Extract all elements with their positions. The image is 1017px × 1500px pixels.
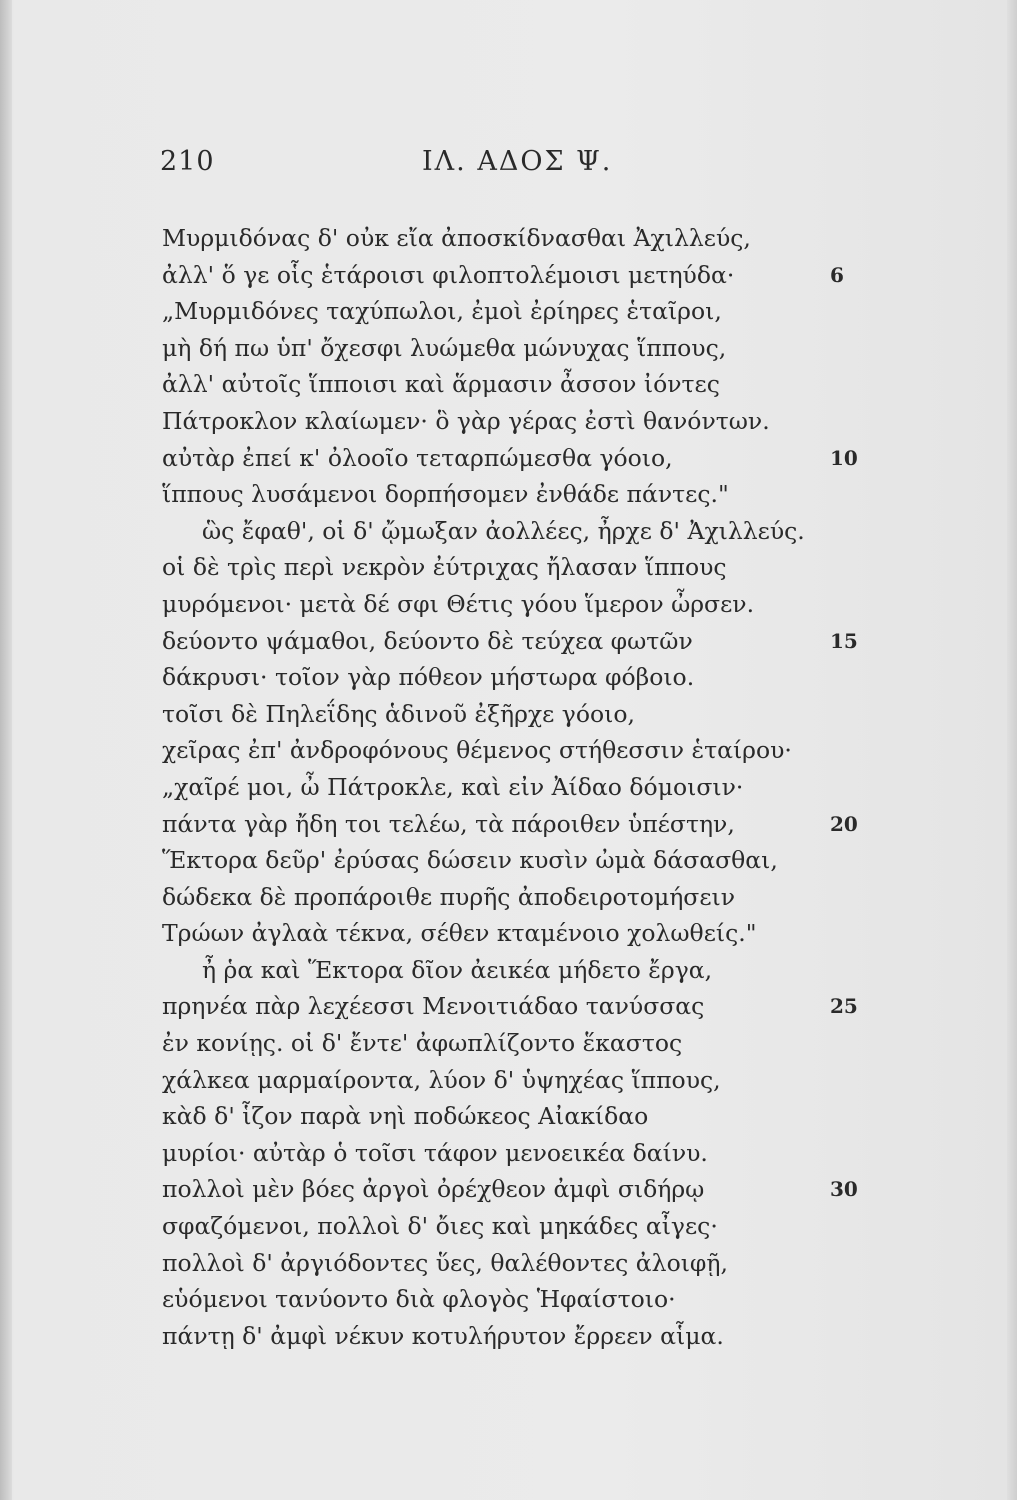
verse-line (162, 1318, 892, 1355)
verse-line (162, 659, 892, 696)
verse-text: Μυρμιδόνας δ' οὐκ εἴα ἀποσκίδνασθαι Ἀχιλλεύς, (162, 224, 751, 252)
line-number: 25 (830, 994, 858, 1019)
verse-text: Ἕκτορα δεῦρ' ἐρύσας δώσειν κυσὶν ὠμὰ δάσασθαι, (162, 846, 778, 875)
verse-line (162, 915, 892, 952)
verse-line (162, 988, 892, 1025)
verse-line (162, 440, 892, 477)
verse-line (162, 1135, 892, 1172)
verse-text: ὣς ἔφαθ', οἱ δ' ᾤμωξαν ἀολλέες, ἦρχε δ' Ἀχιλλεύς. (202, 516, 805, 545)
verse-text: πρηνέα πὰρ λεχέεσσι Μενοιτιάδαο τανύσσας (162, 992, 705, 1021)
verse-text: πολλοὶ δ' ἀργιόδοντες ὕες, θαλέθοντες ἀλοιφῇ, (162, 1248, 728, 1277)
verse-text: δάκρυσι· τοῖον γὰρ πόθεον μήστωρα φόβοιο. (162, 663, 695, 692)
page-right-edge (1007, 0, 1017, 1500)
verse-text: χεῖρας ἐπ' ἀνδροφόνους θέμενος στήθεσσιν ἑταίρου· (162, 736, 792, 765)
verse-text: πάντῃ δ' ἀμφὶ νέκυν κοτυλήρυτον ἔρρεεν αἷμα. (162, 1321, 724, 1350)
verse-text: αὐτὰρ ἐπεί κ' ὀλοοῖο τεταρπώμεσθα γόοιο, (162, 443, 673, 472)
verse-line (162, 732, 892, 769)
verse-text: μυρόμενοι· μετὰ δέ σφι Θέτις γόου ἵμερον ὦρσεν. (162, 589, 755, 618)
running-title: ΙΛ. ΑΔΟΣ Ψ. (422, 146, 613, 177)
verse-line (162, 549, 892, 586)
verse-text: πολλοὶ μὲν βόες ἀργοὶ ὀρέχθεον ἀμφὶ σιδήρῳ (162, 1175, 705, 1204)
verse-text: μυρίοι· αὐτὰρ ὁ τοῖσι τάφον μενοεικέα δαίνυ. (162, 1138, 708, 1167)
verse-text: ἦ ῥα καὶ Ἕκτορα δῖον ἀεικέα μήδετο ἔργα, (202, 955, 713, 984)
verse-line (162, 220, 892, 257)
verse-line (162, 1098, 892, 1135)
verse-text: ἀλλ' αὐτοῖς ἵπποισι καὶ ἅρμασιν ἆσσον ἰόντες (162, 370, 720, 399)
verse-line (162, 476, 892, 513)
verse-line (162, 1208, 892, 1245)
verse-text: χάλκεα μαρμαίροντα, λύον δ' ὑψηχέας ἵππους, (162, 1065, 721, 1094)
verse-line (162, 513, 892, 550)
verse-text: πάντα γὰρ ἤδη τοι τελέω, τὰ πάροιθεν ὑπέστην, (162, 809, 735, 838)
page-number: 210 (160, 146, 215, 177)
verse-text: ἀλλ' ὅ γε οἷς ἑτάροισι φιλοπτολέμοισι μετηύδα· (162, 260, 735, 289)
verse-line (162, 586, 892, 623)
running-header (160, 146, 880, 186)
verse-line (162, 257, 892, 294)
verse-text: σφαζόμενοι, πολλοὶ δ' ὄιες καὶ μηκάδες αἶγες· (162, 1212, 718, 1241)
page-left-edge (0, 0, 12, 1500)
verse-text: „Μυρμιδόνες ταχύπωλοι, ἐμοὶ ἐρίηρες ἑταῖροι, (162, 297, 722, 326)
line-number: 30 (830, 1177, 858, 1202)
verse-line (162, 1025, 892, 1062)
verse-text: δεύοντο ψάμαθοι, δεύοντο δὲ τεύχεα φωτῶν (162, 626, 693, 655)
verse-line (162, 1245, 892, 1282)
verse-line (162, 1281, 892, 1318)
verse-block (162, 220, 892, 1354)
verse-text: εὑόμενοι τανύοντο διὰ φλογὸς Ἡφαίστοιο· (162, 1285, 676, 1314)
line-number: 20 (830, 811, 858, 836)
verse-line (162, 1062, 892, 1099)
verse-line (162, 696, 892, 733)
verse-line (162, 1171, 892, 1208)
line-number: 6 (830, 262, 844, 287)
verse-line (162, 879, 892, 916)
verse-line (162, 366, 892, 403)
verse-line (162, 952, 892, 989)
verse-text: τοῖσι δὲ Πηλεΐδης ἁδινοῦ ἐξῆρχε γόοιο, (162, 699, 635, 728)
line-number: 15 (830, 628, 858, 653)
verse-line (162, 842, 892, 879)
verse-line (162, 769, 892, 806)
line-number: 10 (830, 445, 858, 470)
verse-text: μὴ δή πω ὑπ' ὄχεσφι λυώμεθα μώνυχας ἵππους, (162, 333, 727, 362)
verse-line (162, 330, 892, 367)
verse-text: ἵππους λυσάμενοι δορπήσομεν ἐνθάδε πάντες." (162, 480, 729, 509)
verse-text: κὰδ δ' ἷζον παρὰ νηὶ ποδώκεος Αἰακίδαο (162, 1102, 649, 1131)
verse-text: οἱ δὲ τρὶς περὶ νεκρὸν ἐύτριχας ἤλασαν ἵππους (162, 553, 727, 582)
verse-text: Πάτροκλον κλαίωμεν· ὃ γὰρ γέρας ἐστὶ θανόντων. (162, 406, 770, 435)
verse-line (162, 806, 892, 843)
verse-text: ἐν κονίῃς. οἱ δ' ἔντε' ἀφωπλίζοντο ἕκαστος (162, 1029, 683, 1058)
verse-text: δώδεκα δὲ προπάροιθε πυρῆς ἀποδειροτομήσειν (162, 882, 736, 911)
verse-line (162, 623, 892, 660)
verse-line (162, 403, 892, 440)
verse-line (162, 293, 892, 330)
verse-text: Τρώων ἀγλαὰ τέκνα, σέθεν κταμένοιο χολωθείς." (162, 919, 757, 948)
verse-text: „χαῖρέ μοι, ὦ Πάτροκλε, καὶ εἰν Ἀίδαο δόμοισιν· (162, 772, 744, 801)
